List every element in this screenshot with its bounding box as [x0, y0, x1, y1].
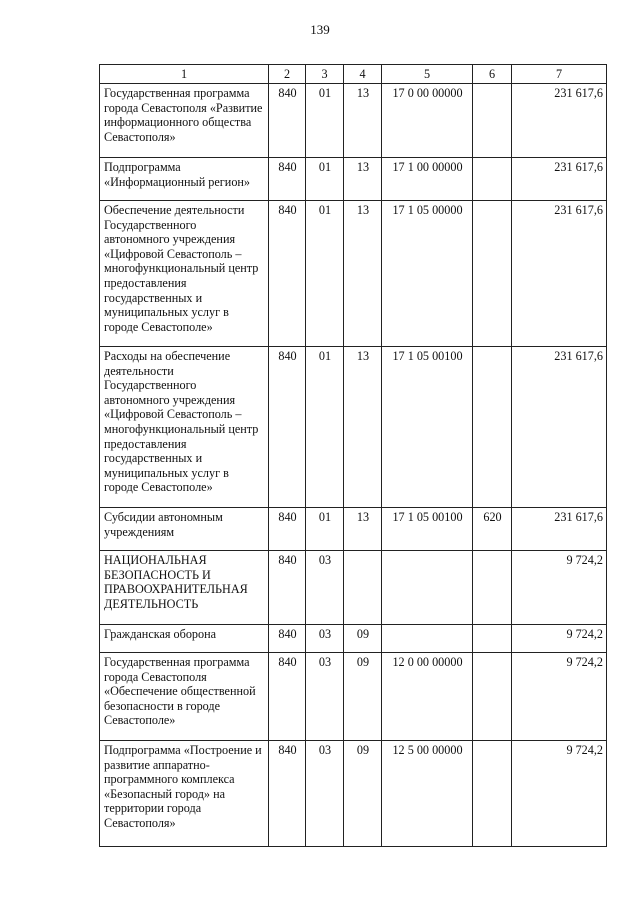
row-gr: 840: [269, 653, 306, 741]
row-sum: 9 724,2: [512, 741, 607, 847]
header-col-3: 3: [306, 65, 344, 84]
row-vr: [473, 741, 512, 847]
table-row: [100, 158, 607, 201]
row-csr: 17 1 05 00100: [382, 347, 473, 508]
row-vr: [473, 625, 512, 653]
header-col-5: 5: [382, 65, 473, 84]
row-vr: [473, 158, 512, 201]
row-rz: 01: [306, 508, 344, 551]
row-pr: 09: [344, 625, 382, 653]
row-rz: 01: [306, 347, 344, 508]
row-pr: 13: [344, 347, 382, 508]
row-gr: 840: [269, 625, 306, 653]
row-rz: 03: [306, 653, 344, 741]
row-name: НАЦИОНАЛЬНАЯ БЕЗОПАСНОСТЬ И ПРАВООХРАНИТЕЛЬНАЯ ДЕЯТЕЛЬНОСТЬ: [100, 551, 269, 625]
row-csr: 12 5 00 00000: [382, 741, 473, 847]
row-sum: 231 617,6: [512, 508, 607, 551]
row-vr: 620: [473, 508, 512, 551]
row-name: Гражданская оборона: [100, 625, 269, 653]
row-gr: 840: [269, 741, 306, 847]
row-csr: 17 1 05 00000: [382, 201, 473, 347]
row-csr: 17 1 05 00100: [382, 508, 473, 551]
row-name: Государственная программа города Севастополя «Обеспечение общественной безопасности в городе Севастополе»: [100, 653, 269, 741]
row-vr: [473, 201, 512, 347]
row-rz: 03: [306, 741, 344, 847]
row-rz: 01: [306, 84, 344, 158]
header-col-1: 1: [100, 65, 269, 84]
row-pr: [344, 551, 382, 625]
row-rz: 03: [306, 551, 344, 625]
row-pr: 13: [344, 508, 382, 551]
row-gr: 840: [269, 201, 306, 347]
row-name: Обеспечение деятельности Государственного автономного учреждения «Цифровой Севастополь – многофункциональный центр предоставления государственных и муниципальных услуг в городе Севастополе»: [100, 201, 269, 347]
row-csr: [382, 625, 473, 653]
row-rz: 01: [306, 201, 344, 347]
row-csr: 12 0 00 00000: [382, 653, 473, 741]
row-pr: 09: [344, 741, 382, 847]
table-row: [100, 201, 607, 347]
table-row: [100, 347, 607, 508]
row-sum: 231 617,6: [512, 84, 607, 158]
row-name: Государственная программа города Севастополя «Развитие информационного общества Севастополя»: [100, 84, 269, 158]
table-row: [100, 551, 607, 625]
row-gr: 840: [269, 158, 306, 201]
row-gr: 840: [269, 84, 306, 158]
row-sum: 9 724,2: [512, 551, 607, 625]
row-name: Подпрограмма «Построение и развитие аппаратно-программного комплекса «Безопасный город» на территории города Севастополя»: [100, 741, 269, 847]
row-gr: 840: [269, 508, 306, 551]
row-name: Подпрограмма «Информационный регион»: [100, 158, 269, 201]
row-rz: 03: [306, 625, 344, 653]
row-gr: 840: [269, 347, 306, 508]
table-row: [100, 653, 607, 741]
header-col-2: 2: [269, 65, 306, 84]
row-gr: 840: [269, 551, 306, 625]
row-csr: [382, 551, 473, 625]
table-row: [100, 741, 607, 847]
row-pr: 13: [344, 84, 382, 158]
row-sum: 231 617,6: [512, 158, 607, 201]
row-name: Субсидии автономным учреждениям: [100, 508, 269, 551]
row-vr: [473, 551, 512, 625]
row-rz: 01: [306, 158, 344, 201]
header-col-4: 4: [344, 65, 382, 84]
row-vr: [473, 347, 512, 508]
table-row: [100, 84, 607, 158]
row-sum: 9 724,2: [512, 653, 607, 741]
row-csr: 17 0 00 00000: [382, 84, 473, 158]
budget-table: [99, 64, 607, 847]
header-col-7: 7: [512, 65, 607, 84]
row-csr: 17 1 00 00000: [382, 158, 473, 201]
row-pr: 13: [344, 201, 382, 347]
page-number: 139: [310, 22, 330, 37]
row-vr: [473, 84, 512, 158]
row-pr: 13: [344, 158, 382, 201]
header-row: [100, 65, 607, 84]
row-sum: 231 617,6: [512, 347, 607, 508]
table-row: [100, 508, 607, 551]
row-sum: 231 617,6: [512, 201, 607, 347]
row-sum: 9 724,2: [512, 625, 607, 653]
row-pr: 09: [344, 653, 382, 741]
table-row: [100, 625, 607, 653]
header-col-6: 6: [473, 65, 512, 84]
row-name: Расходы на обеспечение деятельности Государственного автономного учреждения «Цифровой Севастополь – многофункциональный центр предоставления государственных и муниципальных услуг в городе Севастополе»: [100, 347, 269, 508]
row-vr: [473, 653, 512, 741]
